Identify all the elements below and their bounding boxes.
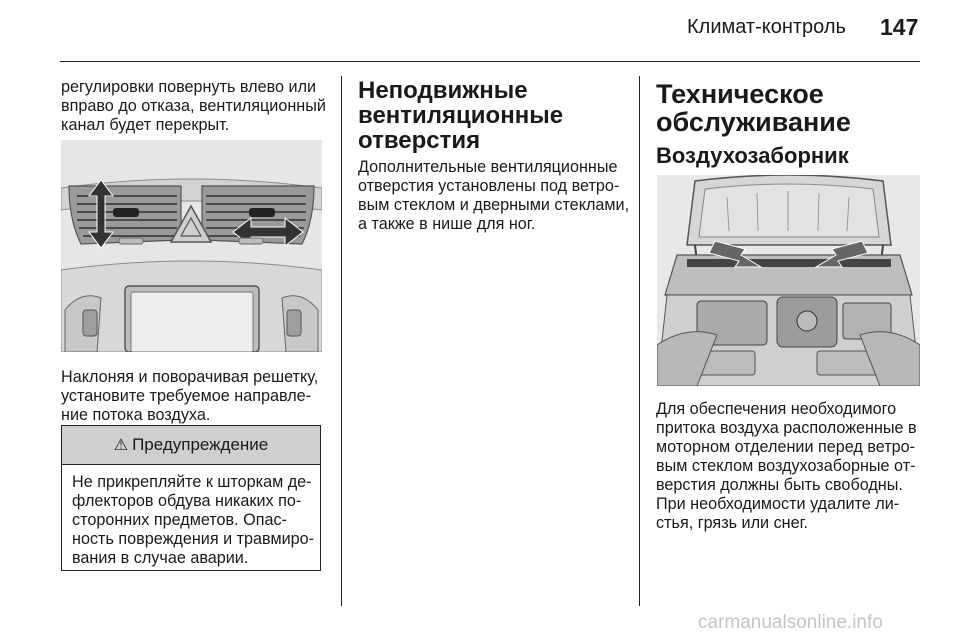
watermark: carmanualsonline.info (698, 612, 883, 633)
text-line: вправо до отказа, вентиляционный (61, 97, 326, 115)
header-title: Климат-контроль (687, 16, 846, 38)
warning-box (61, 425, 321, 571)
text-line: флекторов обдува никаких по- (72, 492, 302, 510)
heading-line: Техническое (656, 79, 824, 109)
text-line: канал будет перекрыт. (61, 116, 230, 134)
engine-bay-illustration (657, 175, 920, 386)
column-divider-1 (341, 76, 342, 606)
air-intake-paragraph (656, 400, 917, 533)
text-line: вания в случае аварии. (72, 549, 249, 567)
text-line: ние потока воздуха. (61, 406, 211, 424)
warning-header (62, 426, 320, 465)
heading-line: обслуживание (656, 107, 851, 137)
column-divider-2 (639, 76, 640, 606)
text-line: притока воздуха расположенные в (656, 419, 917, 437)
text-line: моторном отделении перед ветро- (656, 438, 916, 456)
text-line: сторонних предметов. Опас- (72, 511, 287, 529)
heading-line: отверстия (358, 127, 481, 154)
warning-triangle-icon: ⚠ (113, 437, 129, 454)
text-line: Не прикрепляйте к шторкам де- (72, 473, 312, 491)
section-heading-fixed-vents (358, 78, 563, 153)
after-figure-paragraph (61, 368, 318, 425)
fixed-vents-paragraph (358, 158, 629, 234)
text-line: вым стеклом и дверными стеклами, (358, 196, 630, 214)
text-line: регулировки повернуть влево или (61, 78, 317, 96)
text-line: Для обеспечения необходимого (656, 400, 897, 418)
intro-paragraph (61, 78, 326, 135)
text-line: отверстия установлены под ветро- (358, 177, 620, 195)
vent-illustration (61, 140, 322, 352)
text-line: а также в нише для ног. (358, 215, 536, 233)
warning-title: Предупреждение (132, 435, 269, 454)
text-line: ность повреждения и травмиро- (72, 530, 315, 548)
text-line: стья, грязь или снег. (656, 514, 809, 532)
text-line: верстия должны быть свободны. (656, 476, 903, 494)
text-line: При необходимости удалите ли- (656, 495, 900, 513)
text-line: установите требуемое направле- (61, 387, 312, 405)
text-line: вым стеклом воздухозаборные от- (656, 457, 916, 475)
heading-line: Неподвижные (358, 77, 528, 104)
heading-line: вентиляционные (358, 102, 564, 129)
page-number: 147 (880, 14, 919, 40)
section-heading-maintenance (656, 80, 851, 136)
text-line: Наклоняя и поворачивая решетку, (61, 368, 319, 386)
warning-body (62, 465, 320, 568)
subheading-air-intake: Воздухозаборник (656, 143, 849, 168)
header-rule (60, 61, 920, 62)
text-line: Дополнительные вентиляционные (358, 158, 618, 176)
